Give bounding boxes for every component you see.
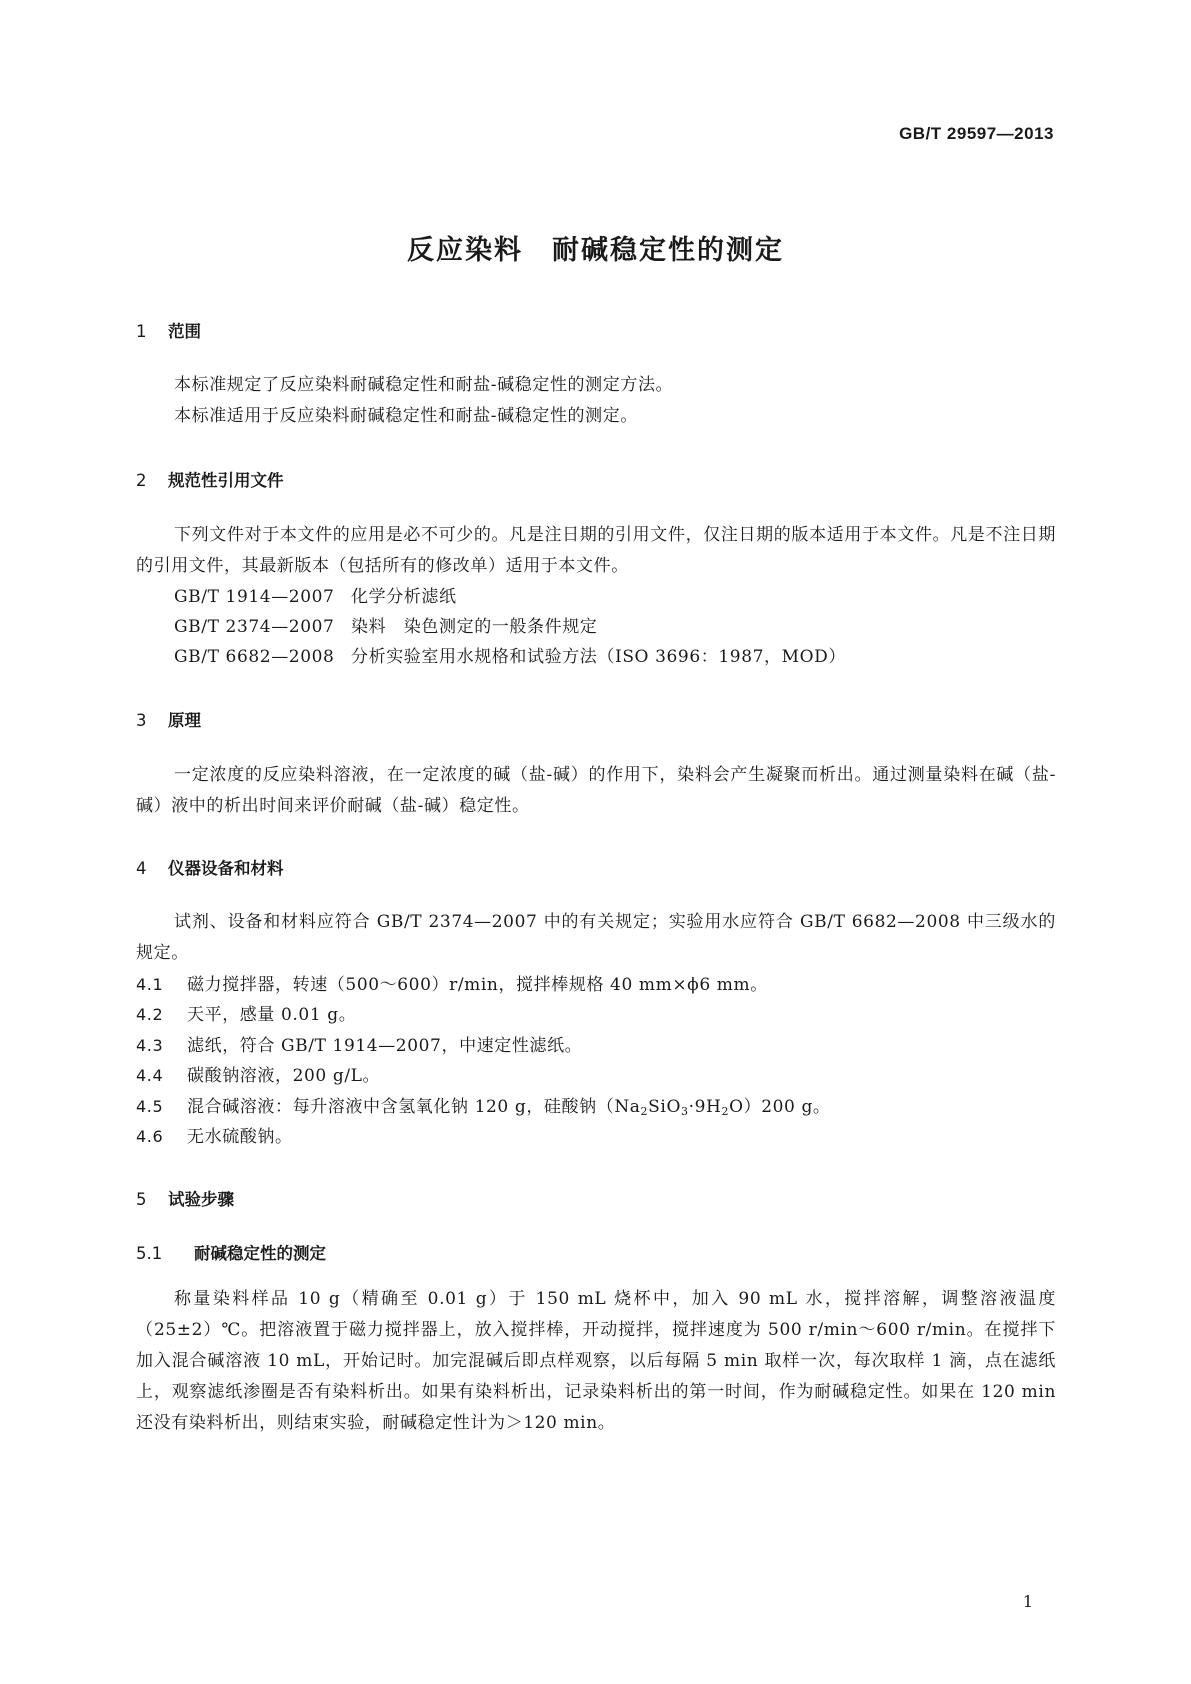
section-4-heading	[136, 855, 284, 879]
document-title: 反应染料 耐碱稳定性的测定	[407, 235, 784, 266]
paragraph: 本标准适用于反应染料耐碱稳定性和耐盐-碱稳定性的测定。	[174, 406, 638, 426]
section-3-heading	[136, 707, 201, 731]
item-text: 混合碱溶液：每升溶液中含氢氧化钠 120 g，硅酸钠（Na	[187, 1097, 641, 1117]
subscript: 3	[680, 1105, 689, 1118]
paragraph: 一定浓度的反应染料溶液，在一定浓度的碱（盐-碱）的作用下，染料会产生凝聚而析出。通过测量染料在碱（盐-碱）液中的析出时间来评价耐碱（盐-碱）稳定性。	[136, 765, 1056, 816]
section-1-heading	[136, 318, 201, 342]
list-item	[136, 1030, 582, 1062]
section-5-heading	[136, 1186, 234, 1210]
reference-item	[174, 642, 846, 673]
item-number: 4.5	[136, 1097, 164, 1116]
item-number: 4.3	[136, 1036, 164, 1055]
section-number: 4	[136, 859, 147, 878]
item-text: O）200 g。	[729, 1097, 831, 1117]
list-item	[136, 969, 768, 1001]
item-text: 磁力搅拌器，转速（500～600）r/min，搅拌棒规格 40 mm×ϕ6 mm。	[187, 975, 768, 995]
subscript: 2	[721, 1105, 730, 1118]
item-text: 无水硫酸钠。	[187, 1127, 293, 1147]
item-text: 碳酸钠溶液，200 g/L。	[187, 1066, 381, 1086]
section-2-heading	[136, 467, 284, 491]
paragraph: 试剂、设备和材料应符合 GB/T 2374—2007 中的有关规定；实验用水应符合 GB/T 6682—2008 中三级水的规定。	[136, 912, 1056, 963]
item-text: 滤纸，符合 GB/T 1914—2007，中速定性滤纸。	[187, 1036, 583, 1056]
section-title: 试验步骤	[168, 1190, 234, 1209]
section-title: 原理	[168, 711, 201, 730]
list-item	[136, 999, 356, 1031]
section-number: 1	[136, 322, 147, 341]
reference-code: GB/T 1914—2007	[174, 587, 335, 607]
reference-title: 化学分析滤纸	[351, 587, 457, 607]
list-item	[136, 1060, 380, 1092]
reference-title: 染料 染色测定的一般条件规定	[351, 617, 598, 637]
section-number: 5.1	[136, 1244, 163, 1263]
item-number: 4.4	[136, 1066, 164, 1085]
paragraph: 本标准规定了反应染料耐碱稳定性和耐盐-碱稳定性的测定方法。	[174, 375, 674, 395]
section-title: 规范性引用文件	[168, 471, 284, 490]
paragraph: 称量染料样品 10 g（精确至 0.01 g）于 150 mL 烧杯中，加入 90 mL 水，搅拌溶解，调整溶液温度（25±2）℃。把溶液置于磁力搅拌器上，放入搅拌棒，开动搅拌，搅拌速度为 500 r/min～600 r/min。在搅拌下加入混合碱溶液 10 mL，开始记时。加完混碱后即点样观察，以后每隔 5 min 取样一次，每次取样 1 滴，点在滤纸上，观察滤纸渗圈是否有染料析出。如果有染料析出，记录染料析出的第一时间，作为耐碱稳定性。如果在 120 min 还没有染料析出，则结束实验，耐碱稳定性计为＞120 min。	[136, 1289, 1056, 1433]
item-text: ·9H	[688, 1097, 722, 1117]
reference-code: GB/T 6682—2008	[174, 647, 335, 667]
item-number: 4.1	[136, 975, 164, 994]
section-number: 2	[136, 471, 147, 490]
section-number: 3	[136, 711, 147, 730]
section-number: 5	[136, 1190, 147, 1209]
page-number: 1	[1022, 1592, 1033, 1611]
paragraph: 下列文件对于本文件的应用是必不可少的。凡是注日期的引用文件，仅注日期的版本适用于本文件。凡是不注日期的引用文件，其最新版本（包括所有的修改单）适用于本文件。	[136, 525, 1056, 576]
item-number: 4.2	[136, 1005, 164, 1024]
reference-title: 分析实验室用水规格和试验方法（ISO 3696：1987，MOD）	[351, 647, 847, 667]
section-title: 仪器设备和材料	[168, 859, 284, 878]
reference-code: GB/T 2374—2007	[174, 617, 335, 637]
item-number: 4.6	[136, 1127, 164, 1146]
list-item	[136, 1121, 293, 1153]
reference-item	[174, 582, 457, 613]
item-text: 天平，感量 0.01 g。	[187, 1005, 357, 1025]
section-title: 耐碱稳定性的测定	[194, 1244, 326, 1263]
subsection-5-1-heading	[136, 1240, 326, 1264]
section-title: 范围	[168, 322, 201, 341]
subscript: 2	[640, 1105, 649, 1118]
item-text: SiO	[648, 1097, 681, 1117]
reference-item	[174, 612, 597, 643]
standard-code: GB/T 29597—2013	[899, 124, 1054, 143]
